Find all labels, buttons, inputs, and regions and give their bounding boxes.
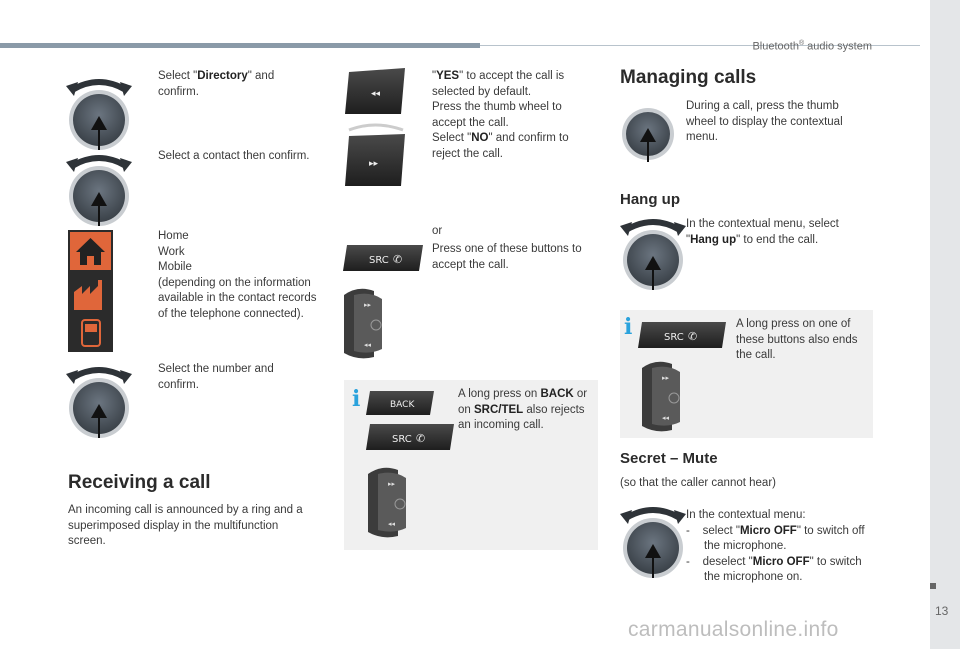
step-contact-types: Home Work Mobile (depending on the information available in the contact records of the telephone connected). [158, 230, 317, 320]
page-side-strip [930, 0, 960, 649]
svg-text:BACK: BACK [390, 400, 415, 410]
secret-mute-text: In the contextual menu: - select "Micro OFF" to switch off the microphone. - deselect "Micro OFF" to switch the microphone on. [686, 509, 865, 583]
svg-text:✆: ✆ [393, 253, 403, 266]
svg-text:◂◂: ◂◂ [371, 89, 381, 99]
svg-text:SRC: SRC [369, 255, 389, 266]
hang-up-heading: Hang up [620, 191, 680, 208]
thumb-wheel-icon [64, 360, 136, 442]
note-end-call [620, 310, 873, 438]
call-accept-instructions: "YES" to accept the call is selected by default. Press the thumb wheel to accept the call. Select "NO" and confirm to reject the call. [432, 70, 569, 160]
secret-mute-heading: Secret – Mute [620, 450, 718, 467]
receiving-call-text: An incoming call is announced by a ring and a superimposed display in the multifunction screen. [68, 504, 303, 547]
step-select-contact: Select a contact then confirm. [158, 150, 310, 162]
receiving-call-heading: Receiving a call [68, 472, 211, 493]
thumb-wheel-icon [620, 106, 678, 164]
end-marker [930, 583, 936, 589]
thumb-wheel-icon [618, 212, 690, 294]
note-end-call-text: A long press on one of these buttons also ends the call. [736, 318, 858, 361]
press-buttons-text: Press one of these buttons to accept the call. [432, 243, 582, 271]
steering-control-stalk [638, 358, 684, 436]
step-select-number: Select the number and confirm. [158, 363, 274, 391]
steering-control-stalk [364, 464, 410, 542]
note-reject-call [344, 380, 598, 550]
page-number: 13 [935, 604, 949, 618]
mobile-icon [82, 320, 100, 346]
svg-text:✆: ✆ [416, 432, 426, 445]
svg-text:▸▸: ▸▸ [369, 159, 379, 169]
work-icon [74, 280, 102, 310]
steering-control-stalk [340, 285, 386, 363]
next-track-button [343, 122, 407, 188]
src-tel-button [638, 320, 728, 350]
watermark: carmanualsonline.info [628, 618, 839, 641]
back-button [366, 389, 436, 417]
info-icon: i [352, 386, 361, 412]
thumb-wheel-icon [64, 72, 136, 154]
info-icon: i [624, 314, 633, 340]
note-reject-text: A long press on BACK or on SRC/TEL also rejects an incoming call. [458, 388, 588, 431]
hang-up-text: In the contextual menu, select "Hang up" to end the call. [686, 218, 839, 246]
svg-text:SRC: SRC [392, 434, 412, 445]
step-select-directory: Select "Directory" and confirm. [158, 70, 275, 98]
previous-track-button [343, 68, 407, 116]
thumb-wheel-icon [64, 148, 136, 230]
contact-type-icon-panel [68, 230, 113, 352]
secret-mute-subtitle: (so that the caller cannot hear) [620, 477, 776, 489]
header-title: Bluetooth® audio system [752, 40, 872, 53]
src-tel-button [343, 243, 425, 273]
header-bar [0, 43, 480, 48]
thumb-wheel-icon [618, 500, 690, 582]
or-label: or [432, 225, 443, 237]
svg-text:✆: ✆ [688, 330, 698, 343]
managing-calls-heading: Managing calls [620, 67, 757, 88]
src-tel-button [366, 422, 456, 452]
svg-text:SRC: SRC [664, 332, 684, 343]
managing-calls-text: During a call, press the thumb wheel to display the contextual menu. [686, 100, 843, 143]
